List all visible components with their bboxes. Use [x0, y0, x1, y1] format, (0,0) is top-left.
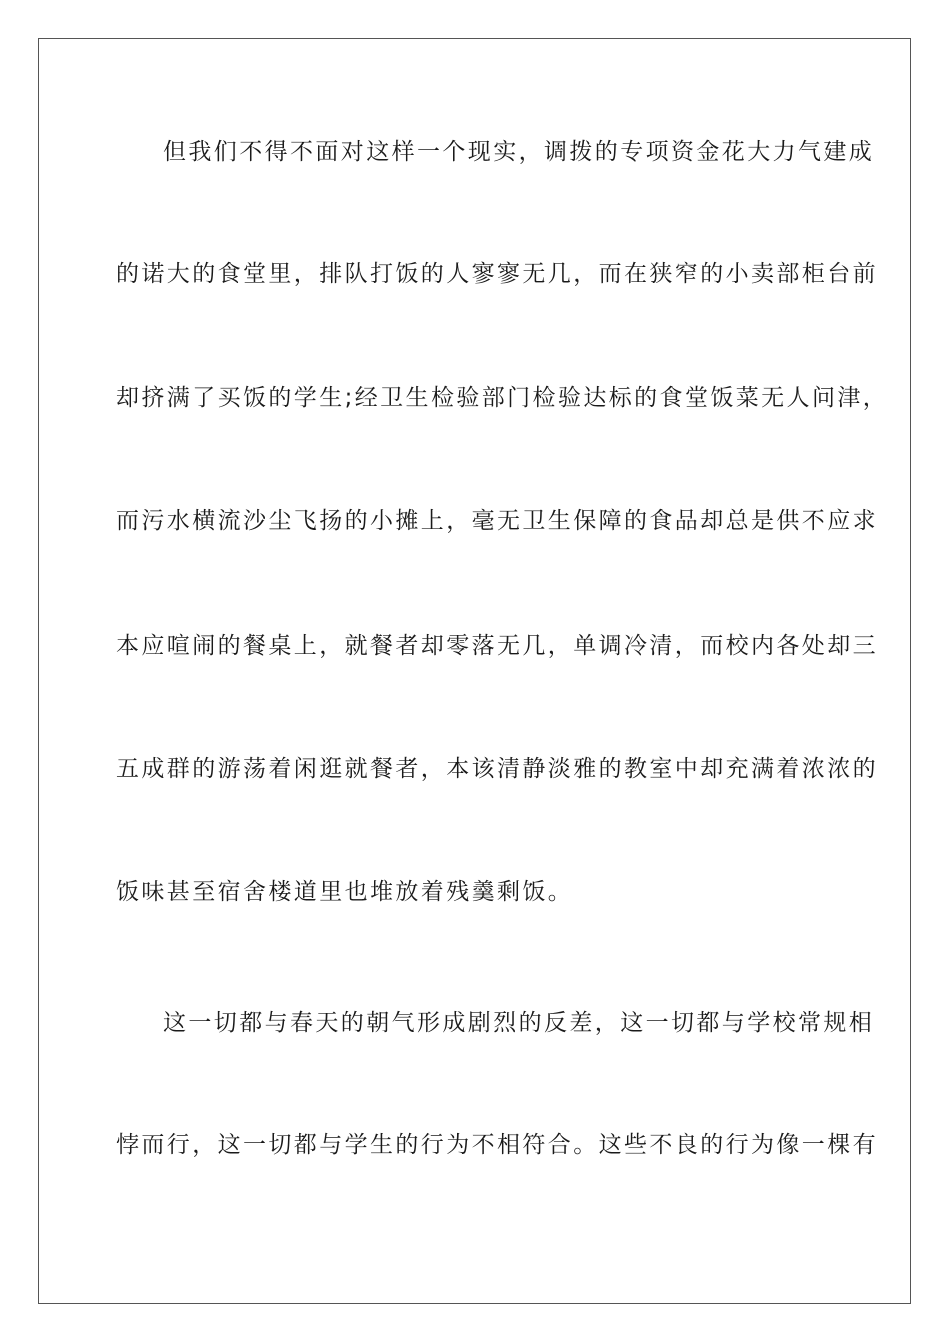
paragraph-1-line-7: 饭味甚至宿舍楼道里也堆放着残羹剩饭。 [116, 879, 574, 905]
paragraph-1-line-4: 而污水横流沙尘飞扬的小摊上，毫无卫生保障的食品却总是供不应求 [116, 508, 878, 534]
paragraph-2-line-2: 悖而行，这一切都与学生的行为不相符合。这些不良的行为像一棵有 [116, 1132, 878, 1158]
paragraph-2-line-1: 这一切都与春天的朝气形成剧烈的反差，这一切都与学校常规相 [163, 1010, 875, 1036]
paragraph-1-line-6: 五成群的游荡着闲逛就餐者，本该清静淡雅的教室中却充满着浓浓的 [116, 756, 878, 782]
paragraph-1-line-3: 却挤满了买饭的学生;经卫生检验部门检验达标的食堂饭菜无人问津， [116, 385, 889, 411]
page-border [38, 38, 911, 1304]
paragraph-1-line-1: 但我们不得不面对这样一个现实，调拨的专项资金花大力气建成 [163, 139, 875, 165]
paragraph-1-line-5: 本应喧闹的餐桌上，就餐者却零落无几，单调冷清，而校内各处却三 [116, 633, 878, 659]
paragraph-1-line-2: 的诺大的食堂里，排队打饭的人寥寥无几，而在狭窄的小卖部柜台前 [116, 261, 878, 287]
